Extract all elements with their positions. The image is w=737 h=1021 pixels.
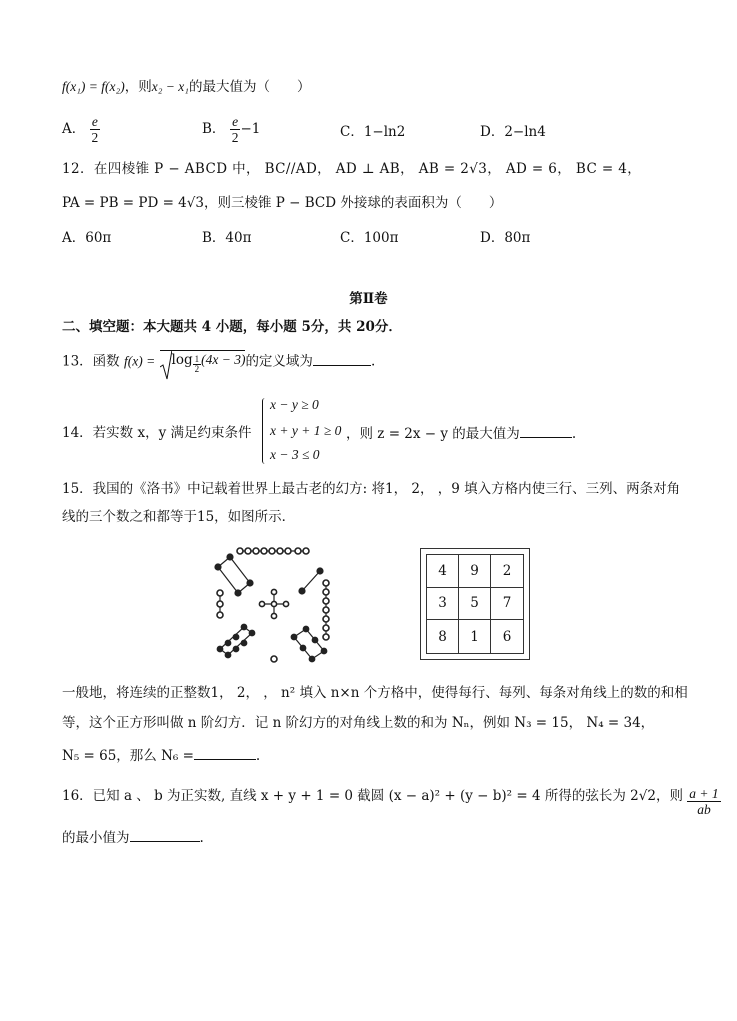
q13-prefix: 13．函数 (62, 353, 120, 370)
luoshu-diagram (212, 545, 337, 665)
q12-option-b: B．40π (202, 230, 252, 246)
q11-option-c-label: C． (340, 124, 364, 140)
q11-option-b-num: e (232, 114, 239, 129)
q16-answer-blank[interactable] (130, 828, 200, 842)
q14-constraint-2: x + y + 1 ≥ 0 (270, 423, 342, 438)
q14-suffix: ，则 z = 2x − y 的最大值为 (346, 426, 520, 442)
q13-log: log (171, 352, 193, 368)
q12-option-c: C．100π (340, 230, 399, 246)
q11-option-b (202, 114, 260, 145)
q16-period: . (199, 830, 204, 846)
q12-line1 (62, 160, 641, 178)
q13-log-base-num: 1 (194, 354, 200, 364)
sqrt-sign-icon (160, 350, 172, 380)
q13 (62, 350, 375, 374)
q15-line3: 一般地，将连续的正整数1， 2， ， n² 填入 n×n 个方格中，使得每行、每列、每条对角线上的数的和相 (62, 685, 688, 701)
q14-suffix-line (346, 424, 576, 443)
q12-line2: PA = PB = PD = 4√3，则三棱锥 P − BCD 外接球的表面积为（ ） (62, 195, 503, 211)
q11-option-d-label: D． (480, 124, 505, 140)
q15-period: . (255, 748, 261, 764)
q16-frac (687, 786, 720, 817)
magic-square-grid (426, 554, 524, 654)
q13-answer-blank[interactable] (313, 352, 371, 366)
q13-func: f(x) = (123, 353, 156, 369)
q11-option-a-den: 2 (91, 130, 99, 145)
luoshu-nine (237, 548, 309, 554)
magic-cell: 4 (427, 555, 459, 588)
magic-cell: 5 (459, 588, 491, 621)
q11-option-b-label: B． (202, 121, 226, 137)
magic-cell: 8 (427, 620, 459, 653)
magic-square (420, 548, 530, 660)
q11-stem-text: ，则 (124, 79, 152, 95)
q11-option-b-extra: −1 (240, 121, 261, 137)
q16-line2-text: 的最小值为 (62, 830, 130, 846)
part-title: 第Ⅱ卷 (349, 291, 388, 307)
q13-suffix: 的定义域为 (245, 353, 313, 370)
q16-line2 (62, 828, 204, 847)
section-heading: 二、填空题：本大题共 4 小题，每小题 5分，共 20分． (62, 319, 402, 335)
q14-answer-blank[interactable] (520, 424, 572, 438)
q15-line5 (62, 746, 260, 765)
q13-arg: (4x − 3) (201, 352, 246, 367)
q16-line1 (62, 786, 721, 817)
q16-frac-num: a + 1 (689, 786, 719, 801)
q11-stem-math: f(x₁) = f(x₂) (62, 79, 125, 94)
q11-option-c (340, 120, 405, 140)
q11-option-b-frac (230, 114, 241, 145)
q11-option-b-den: 2 (231, 130, 239, 145)
q13-period: . (370, 353, 376, 370)
q11-stem-text2: 的最大值为（ ） (188, 79, 311, 95)
q13-log-base-den: 2 (194, 364, 200, 374)
q15-line4: 等，这个正方形叫做 n 阶幻方．记 n 阶幻方的对角线上数的和为 Nₙ，例如 N₃ = 15， N₄ = 34， (62, 715, 655, 731)
q16-frac-den: ab (687, 801, 720, 817)
q11-option-a-label: A． (62, 121, 86, 137)
q15-line1: 15．我国的《洛书》中记载着世界上最古老的幻方: 将1， 2， ，9 填入方格内使三行、三列、两条对角 (62, 481, 681, 497)
q11-stem (62, 78, 310, 96)
q15-answer-blank[interactable] (194, 746, 256, 760)
q14-constraint-3: x − 3 ≤ 0 (270, 447, 320, 462)
magic-cell: 7 (491, 588, 523, 621)
q14-brace (262, 398, 269, 464)
magic-cell: 9 (459, 555, 491, 588)
q14-constraint-1: x − y ≥ 0 (270, 397, 319, 412)
q11-option-a-num: e (91, 114, 98, 129)
q11-option-d-value: 2−ln4 (504, 124, 546, 140)
q12-number: 12． (62, 161, 94, 177)
q13-log-base (193, 355, 202, 374)
q11-option-a-frac (90, 114, 101, 145)
magic-cell: 2 (491, 555, 523, 588)
q11-option-a (62, 114, 100, 145)
magic-cell: 1 (459, 620, 491, 653)
q11-option-c-value: 1−ln2 (363, 124, 406, 140)
q13-sqrt (160, 350, 246, 374)
q12-option-a: A．60π (62, 230, 112, 246)
magic-cell: 3 (427, 588, 459, 621)
q12-option-d: D．80π (480, 230, 531, 246)
q11-stem-math2: x₂ − x₁ (151, 79, 189, 94)
q15-line2: 线的三个数之和都等于15，如图所示． (62, 509, 296, 525)
q14-prefix: 14．若实数 x，y 满足约束条件 (62, 425, 252, 441)
q15-line5-text: N₅ = 65，那么 N₆ = (62, 748, 194, 764)
q12-line1-text: 在四棱锥 P − ABCD 中， BC//AD， AD ⊥ AB， AB = 2√3， AD = 6， BC = 4， (93, 161, 642, 177)
magic-cell: 6 (502, 628, 512, 645)
q14-period: . (571, 426, 577, 442)
q11-option-d (480, 120, 546, 140)
q16-line1-text: 16．已知 a 、 b 为正实数, 直线 x + y + 1 = 0 截圆 (x − a)² + (y − b)² = 4 所得的弦长为 2√2，则 (62, 788, 683, 804)
